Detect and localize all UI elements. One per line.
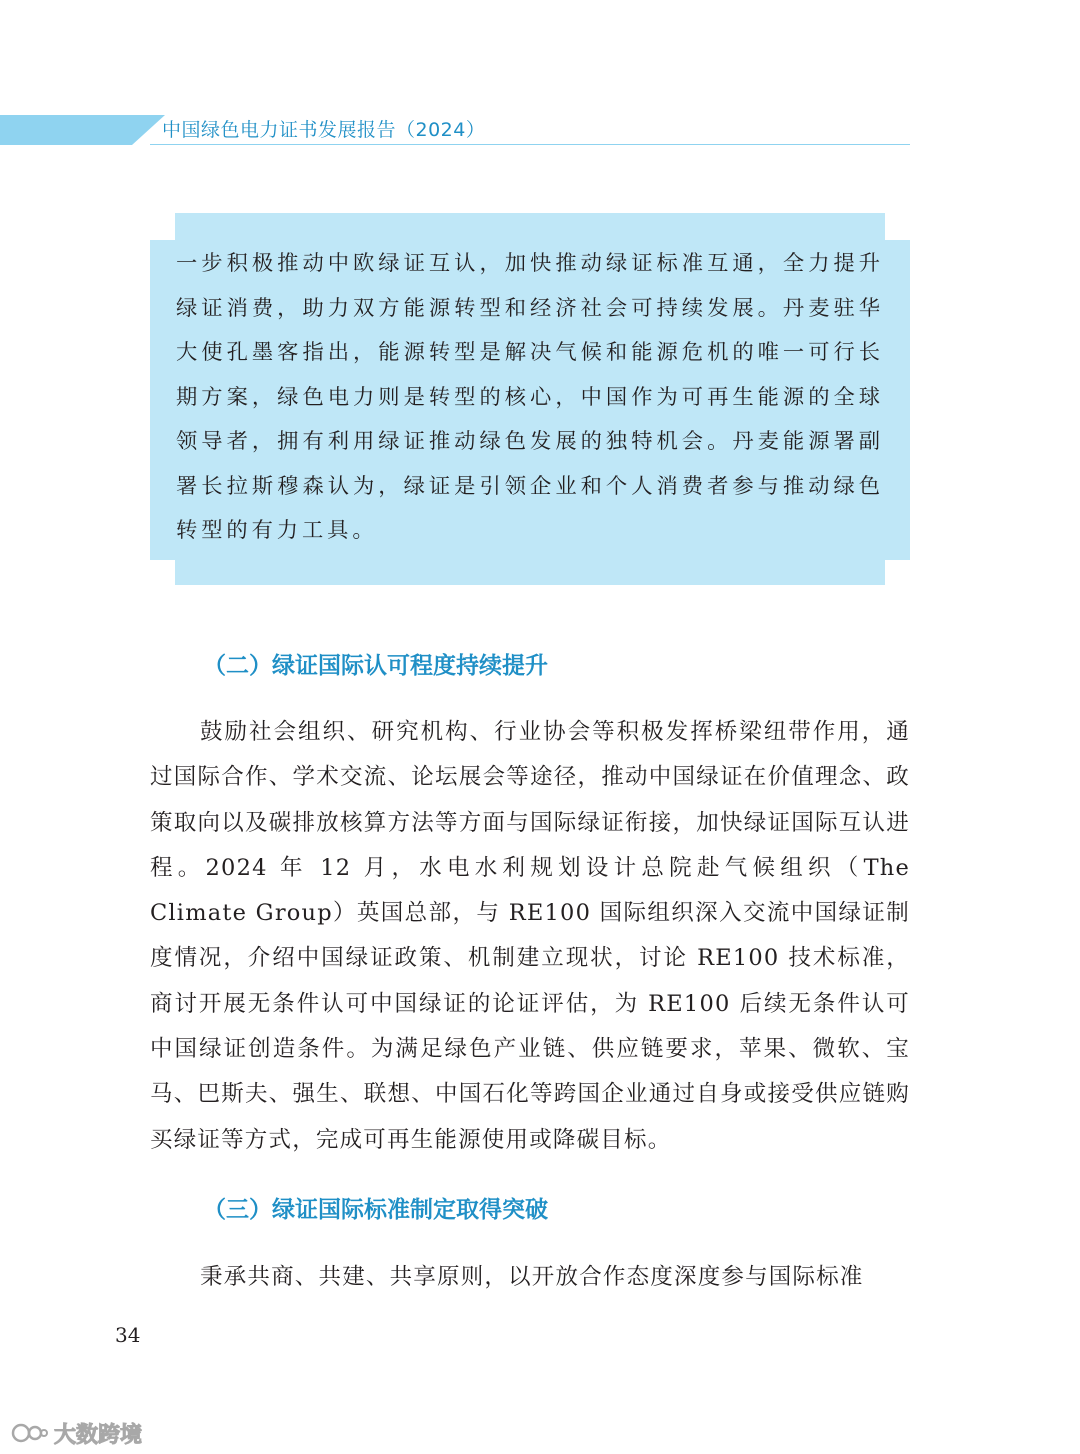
page-number: 34 [115,1323,141,1347]
section-2-paragraph: 鼓励社会组织、研究机构、行业协会等积极发挥桥梁纽带作用，通过国际合作、学术交流、论坛展会等途径，推动中国绿证在价值理念、政策取向以及碳排放核算方法等方面与国际绿证衔接，加快绿证国际互认进程。2024 年 12 月，水电水利规划设计总院赴气候组织（The Climate Group）英国总部，与 RE100 国际组织深入交流中国绿证制度情况，介绍中国绿证政策、机制建立现状，讨论 RE100 技术标准，商讨开展无条件认可中国绿证的论证评估，为 RE100 后续无条件认可中国绿证创造条件。为满足绿色产业链、供应链要求，苹果、微软、宝马、巴斯夫、强生、联想、中国石化等跨国企业通过自身或接受供应链购买绿证等方式，完成可再生能源使用或降碳目标。 [150,719,910,1153]
watermark [10,1418,142,1448]
watermark-text: 大数跨境 [54,1422,143,1448]
logo-icon [10,1420,48,1446]
callout-text: 一步积极推动中欧绿证互认，加快推动绿证标准互通，全力提升绿证消费，助力双方能源转型和经济社会可持续发展。丹麦驻华大使孔墨客指出，能源转型是解决气候和能源危机的唯一可行长期方案，绿色电力则是转型的核心，中国作为可再生能源的全球领导者，拥有利用绿证推动绿色发展的独特机会。丹麦能源署副署长拉斯穆森认为，绿证是引领企业和个人消费者参与推动绿色转型的有力工具。 [176,251,884,543]
section-3-paragraph: 秉承共商、共建、共享原则，以开放合作态度深度参与国际标准 [200,1264,864,1290]
report-title: 中国绿色电力证书发展报告（2024） [162,119,486,141]
section-heading-3: （三）绿证国际标准制定取得突破 [203,1197,548,1223]
header-divider [150,144,910,145]
header-band [0,115,165,145]
section-heading-2: （二）绿证国际认可程度持续提升 [203,653,548,679]
